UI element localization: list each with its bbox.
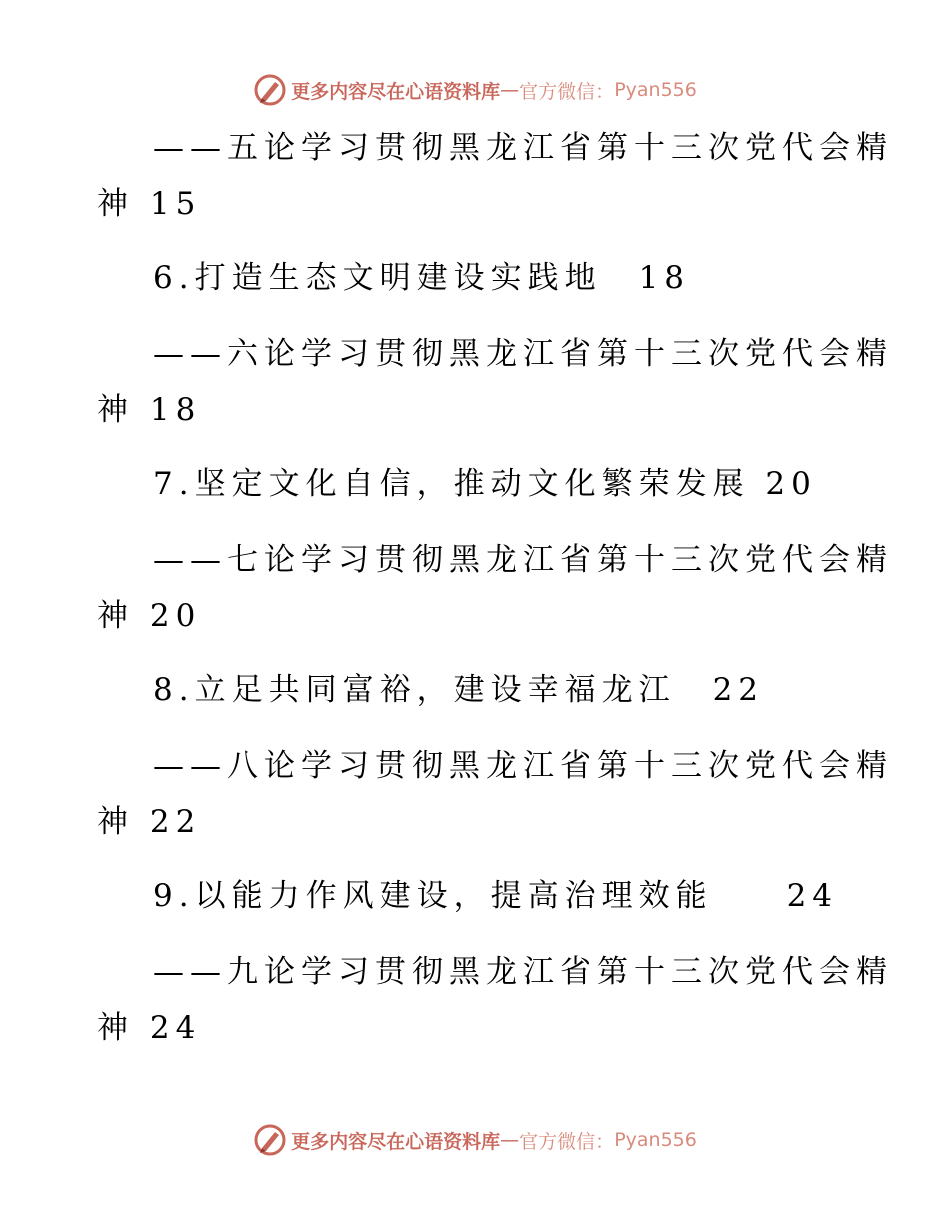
watermark-separator: — xyxy=(500,79,520,101)
watermark-separator: — xyxy=(500,1129,520,1151)
toc-line: 6.打造生态文明建设实践地 18 xyxy=(153,260,691,296)
pen-logo-icon xyxy=(253,1123,287,1157)
watermark-wechat-id: Pyan556 xyxy=(614,79,697,101)
watermark-brand: 更多内容尽在心语资料库 xyxy=(291,1130,501,1153)
toc-line: ——八论学习贯彻黑龙江省第十三次党代会精 xyxy=(153,748,893,784)
toc-line: 8.立足共同富裕，建设幸福龙江 22 xyxy=(153,672,765,708)
toc-line: 神 22 xyxy=(97,804,202,840)
toc-line: ——九论学习贯彻黑龙江省第十三次党代会精 xyxy=(153,954,893,990)
toc-line: 7.坚定文化自信，推动文化繁荣发展 20 xyxy=(153,466,817,502)
toc-line: 9.以能力作风建设，提高治理效能 24 xyxy=(153,878,839,914)
footer-watermark xyxy=(0,1120,950,1160)
watermark-wechat-label: 官方微信： xyxy=(519,1130,615,1153)
toc-line: 神 24 xyxy=(97,1010,202,1046)
toc-line: ——七论学习贯彻黑龙江省第十三次党代会精 xyxy=(153,542,893,578)
toc-line: ——六论学习贯彻黑龙江省第十三次党代会精 xyxy=(153,336,893,372)
watermark-brand: 更多内容尽在心语资料库 xyxy=(291,80,501,103)
toc-line: 神 15 xyxy=(97,186,202,222)
toc-line: 神 18 xyxy=(97,392,202,428)
watermark-wechat-label: 官方微信： xyxy=(519,80,615,103)
toc-line: 神 20 xyxy=(97,598,202,634)
toc-line: ——五论学习贯彻黑龙江省第十三次党代会精 xyxy=(153,130,893,166)
watermark-wechat-id: Pyan556 xyxy=(614,1129,697,1151)
